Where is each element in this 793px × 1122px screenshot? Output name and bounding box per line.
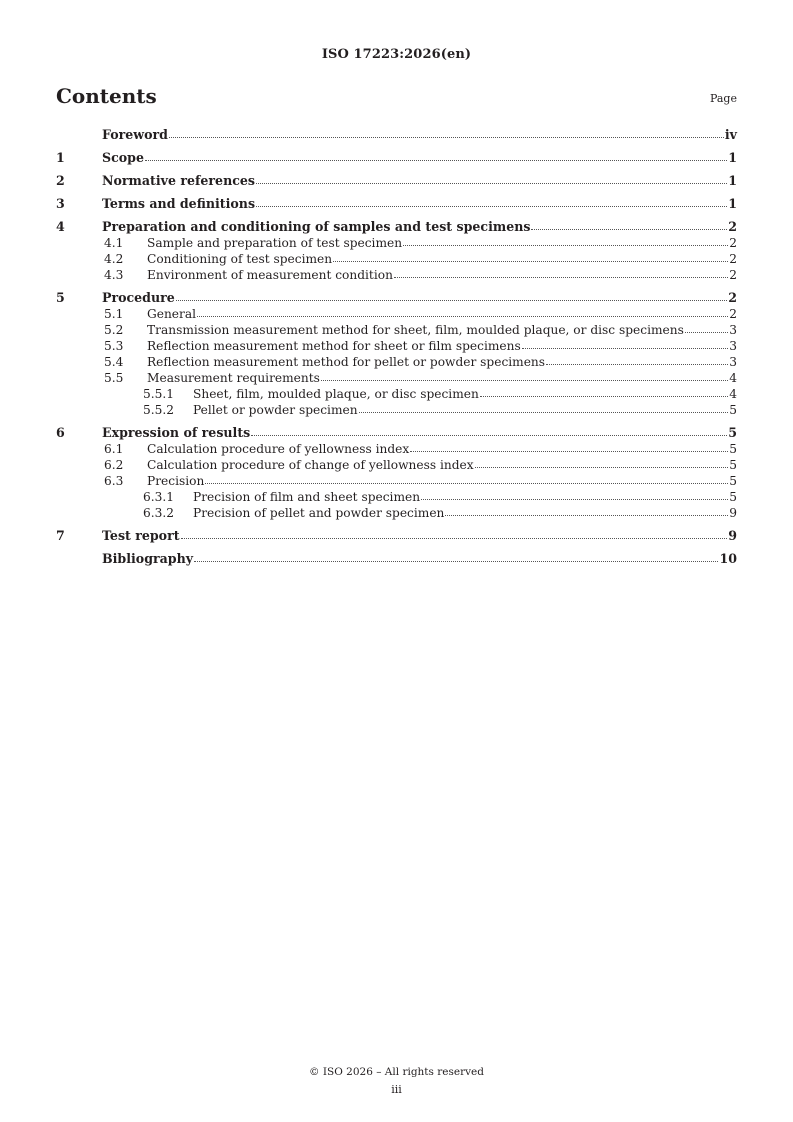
toc-entry-number: 5 <box>56 290 65 305</box>
toc-entry-title[interactable]: Reflection measurement method for pellet or powder specimens <box>147 355 546 369</box>
toc-entry-number: 4 <box>56 219 65 234</box>
toc-entry-number: 6.2 <box>104 458 124 472</box>
toc-entry-number: 5.4 <box>104 355 124 369</box>
toc-entry-title[interactable]: Precision of pellet and powder specimen <box>193 506 445 520</box>
toc-entry-page[interactable]: 4 <box>729 371 737 385</box>
toc-entry-page[interactable]: 2 <box>728 219 737 234</box>
toc-entry-page[interactable]: 4 <box>729 387 737 401</box>
dot-leader <box>394 266 728 278</box>
toc-entry-page[interactable]: 3 <box>729 323 737 337</box>
toc-entry-number: 3 <box>56 196 65 211</box>
toc-entry-page[interactable]: 5 <box>729 490 737 504</box>
toc-entry-title[interactable]: Calculation procedure of yellowness index <box>147 442 410 456</box>
toc-entry-title[interactable]: Scope <box>102 150 144 165</box>
toc-entry-page[interactable]: 5 <box>728 425 737 440</box>
toc-entry-page[interactable]: 2 <box>728 290 737 305</box>
contents-heading-row <box>56 84 737 114</box>
toc-entry[interactable] <box>56 306 737 322</box>
contents-title: Contents <box>56 84 157 108</box>
toc-entry-page[interactable]: 5 <box>729 442 737 456</box>
toc-entry-title[interactable]: Pellet or powder specimen <box>193 403 358 417</box>
toc-entry-title[interactable]: Precision <box>147 474 205 488</box>
toc-entry[interactable] <box>56 386 737 402</box>
toc-entry-line <box>102 150 737 166</box>
toc-entry-page[interactable]: 5 <box>729 403 737 417</box>
dot-leader <box>475 456 729 468</box>
toc-entry-title[interactable]: Sheet, film, moulded plaque, or disc specimen <box>193 387 479 401</box>
dot-leader <box>403 234 728 246</box>
page-column-label: Page <box>709 92 737 105</box>
toc-entry-number: 5.5.2 <box>143 403 175 417</box>
dot-leader <box>256 172 727 184</box>
dot-leader <box>169 126 724 138</box>
toc-entry[interactable] <box>56 473 737 489</box>
toc-entry-page[interactable]: 3 <box>729 339 737 353</box>
dot-leader <box>445 504 728 516</box>
toc-entry-line <box>147 370 737 386</box>
toc-entry[interactable] <box>56 505 737 521</box>
toc-entry-number: 5.5 <box>104 371 124 385</box>
toc-entry-line <box>193 505 737 521</box>
toc-entry-number: 6.3 <box>104 474 124 488</box>
toc-entry-title[interactable]: Procedure <box>102 290 175 305</box>
toc-entry-page[interactable]: 10 <box>719 551 737 566</box>
toc-entry-line <box>102 127 737 143</box>
toc-entry[interactable] <box>56 528 737 544</box>
dot-leader <box>333 250 728 262</box>
toc-entry[interactable] <box>56 196 737 212</box>
toc-entry-page[interactable]: 2 <box>729 236 737 250</box>
toc-entry-title[interactable]: Test report <box>102 528 180 543</box>
table-of-contents <box>56 127 737 567</box>
toc-entry-page[interactable]: 2 <box>729 307 737 321</box>
toc-entry-line <box>147 441 737 457</box>
toc-entry-title[interactable]: Bibliography <box>102 551 194 566</box>
toc-entry-page[interactable]: 1 <box>728 196 737 211</box>
toc-entry-page[interactable]: 2 <box>729 268 737 282</box>
toc-entry-line <box>147 457 737 473</box>
toc-entry[interactable] <box>56 354 737 370</box>
document-header: ISO 17223:2026(en) <box>321 47 472 62</box>
toc-entry[interactable] <box>56 127 737 143</box>
toc-entry-title[interactable]: Normative references <box>102 173 256 188</box>
toc-entry[interactable] <box>56 235 737 251</box>
toc-entry-title[interactable]: Environment of measurement condition <box>147 268 393 282</box>
dot-leader <box>522 337 729 349</box>
toc-entry-page[interactable]: 9 <box>728 528 737 543</box>
toc-entry-number: 5.3 <box>104 339 124 353</box>
toc-entry-line <box>147 473 737 489</box>
toc-entry[interactable] <box>56 338 737 354</box>
toc-entry-title[interactable]: Measurement requirements <box>147 371 320 385</box>
toc-entry-title[interactable]: Foreword <box>102 127 168 142</box>
dot-leader <box>197 305 728 317</box>
copyright-footer: © ISO 2026 – All rights reserved <box>309 1066 484 1078</box>
toc-entry[interactable] <box>56 173 737 189</box>
toc-entry-line <box>193 386 737 402</box>
toc-entry-line <box>147 306 737 322</box>
toc-entry[interactable] <box>56 150 737 166</box>
toc-entry[interactable] <box>56 551 737 567</box>
toc-entry[interactable] <box>56 290 737 306</box>
toc-entry-line <box>193 402 737 418</box>
toc-entry-line <box>147 235 737 251</box>
dot-leader <box>321 369 728 381</box>
toc-entry-title[interactable]: Precision of film and sheet specimen <box>193 490 421 504</box>
toc-entry-number: 4.1 <box>104 236 124 250</box>
toc-entry-title[interactable]: Expression of results <box>102 425 251 440</box>
dot-leader <box>546 353 728 365</box>
toc-entry-line <box>147 322 737 338</box>
toc-entry-line <box>193 489 737 505</box>
dot-leader <box>194 550 718 562</box>
toc-entry-line <box>102 290 737 306</box>
toc-entry-title[interactable]: Terms and definitions <box>102 196 256 211</box>
toc-entry-title[interactable]: Reflection measurement method for sheet or film specimens <box>147 339 521 353</box>
toc-entry-line <box>147 251 737 267</box>
toc-entry-title[interactable]: Transmission measurement method for sheet, film, moulded plaque, or disc specimens <box>147 323 684 337</box>
page-number: iii <box>391 1083 402 1096</box>
toc-entry-title[interactable]: Preparation and conditioning of samples and test specimens <box>102 219 531 234</box>
dot-leader <box>480 385 728 397</box>
toc-entry-line <box>102 425 737 441</box>
dot-leader <box>251 424 727 436</box>
toc-entry-title[interactable]: Conditioning of test specimen <box>147 252 333 266</box>
toc-entry-page[interactable]: 9 <box>729 506 737 520</box>
toc-entry[interactable] <box>56 370 737 386</box>
toc-entry[interactable] <box>56 441 737 457</box>
toc-entry-number: 4.3 <box>104 268 124 282</box>
toc-entry[interactable] <box>56 402 737 418</box>
toc-entry-page[interactable]: 3 <box>729 355 737 369</box>
toc-entry[interactable] <box>56 489 737 505</box>
toc-entry-number: 2 <box>56 173 65 188</box>
toc-entry[interactable] <box>56 267 737 283</box>
toc-entry-number: 5.5.1 <box>143 387 175 401</box>
toc-entry-number: 7 <box>56 528 65 543</box>
dot-leader <box>410 440 728 452</box>
toc-entry-page[interactable]: iv <box>724 127 737 142</box>
toc-entry-page[interactable]: 5 <box>729 474 737 488</box>
dot-leader <box>205 472 728 484</box>
dot-leader <box>531 218 727 230</box>
toc-entry-page[interactable]: 1 <box>728 173 737 188</box>
toc-entry[interactable] <box>56 251 737 267</box>
toc-entry-title[interactable]: Calculation procedure of change of yellowness index <box>147 458 474 472</box>
dot-leader <box>145 149 727 161</box>
toc-entry-line <box>102 196 737 212</box>
toc-entry-number: 5.2 <box>104 323 124 337</box>
dot-leader <box>685 321 728 333</box>
toc-entry-title[interactable]: Sample and preparation of test specimen <box>147 236 403 250</box>
toc-entry-number: 1 <box>56 150 65 165</box>
toc-entry[interactable] <box>56 425 737 441</box>
toc-entry-line <box>102 173 737 189</box>
toc-entry-number: 5.1 <box>104 307 124 321</box>
dot-leader <box>176 289 727 301</box>
toc-entry-line <box>147 267 737 283</box>
toc-entry-number: 6 <box>56 425 65 440</box>
toc-entry-number: 6.3.1 <box>143 490 175 504</box>
toc-entry-page[interactable]: 2 <box>729 252 737 266</box>
toc-entry-number: 6.1 <box>104 442 124 456</box>
toc-entry-line <box>147 354 737 370</box>
dot-leader <box>256 195 727 207</box>
toc-entry-line <box>147 338 737 354</box>
toc-entry-title[interactable]: General <box>147 307 196 321</box>
toc-entry-page[interactable]: 1 <box>728 150 737 165</box>
toc-entry-line <box>102 551 737 567</box>
toc-entry-line <box>102 219 737 235</box>
dot-leader <box>421 488 728 500</box>
toc-entry-number: 4.2 <box>104 252 124 266</box>
toc-entry[interactable] <box>56 457 737 473</box>
toc-entry-page[interactable]: 5 <box>729 458 737 472</box>
toc-entry[interactable] <box>56 322 737 338</box>
toc-entry[interactable] <box>56 219 737 235</box>
toc-entry-line <box>102 528 737 544</box>
dot-leader <box>359 401 729 413</box>
dot-leader <box>181 527 728 539</box>
toc-entry-number: 6.3.2 <box>143 506 175 520</box>
